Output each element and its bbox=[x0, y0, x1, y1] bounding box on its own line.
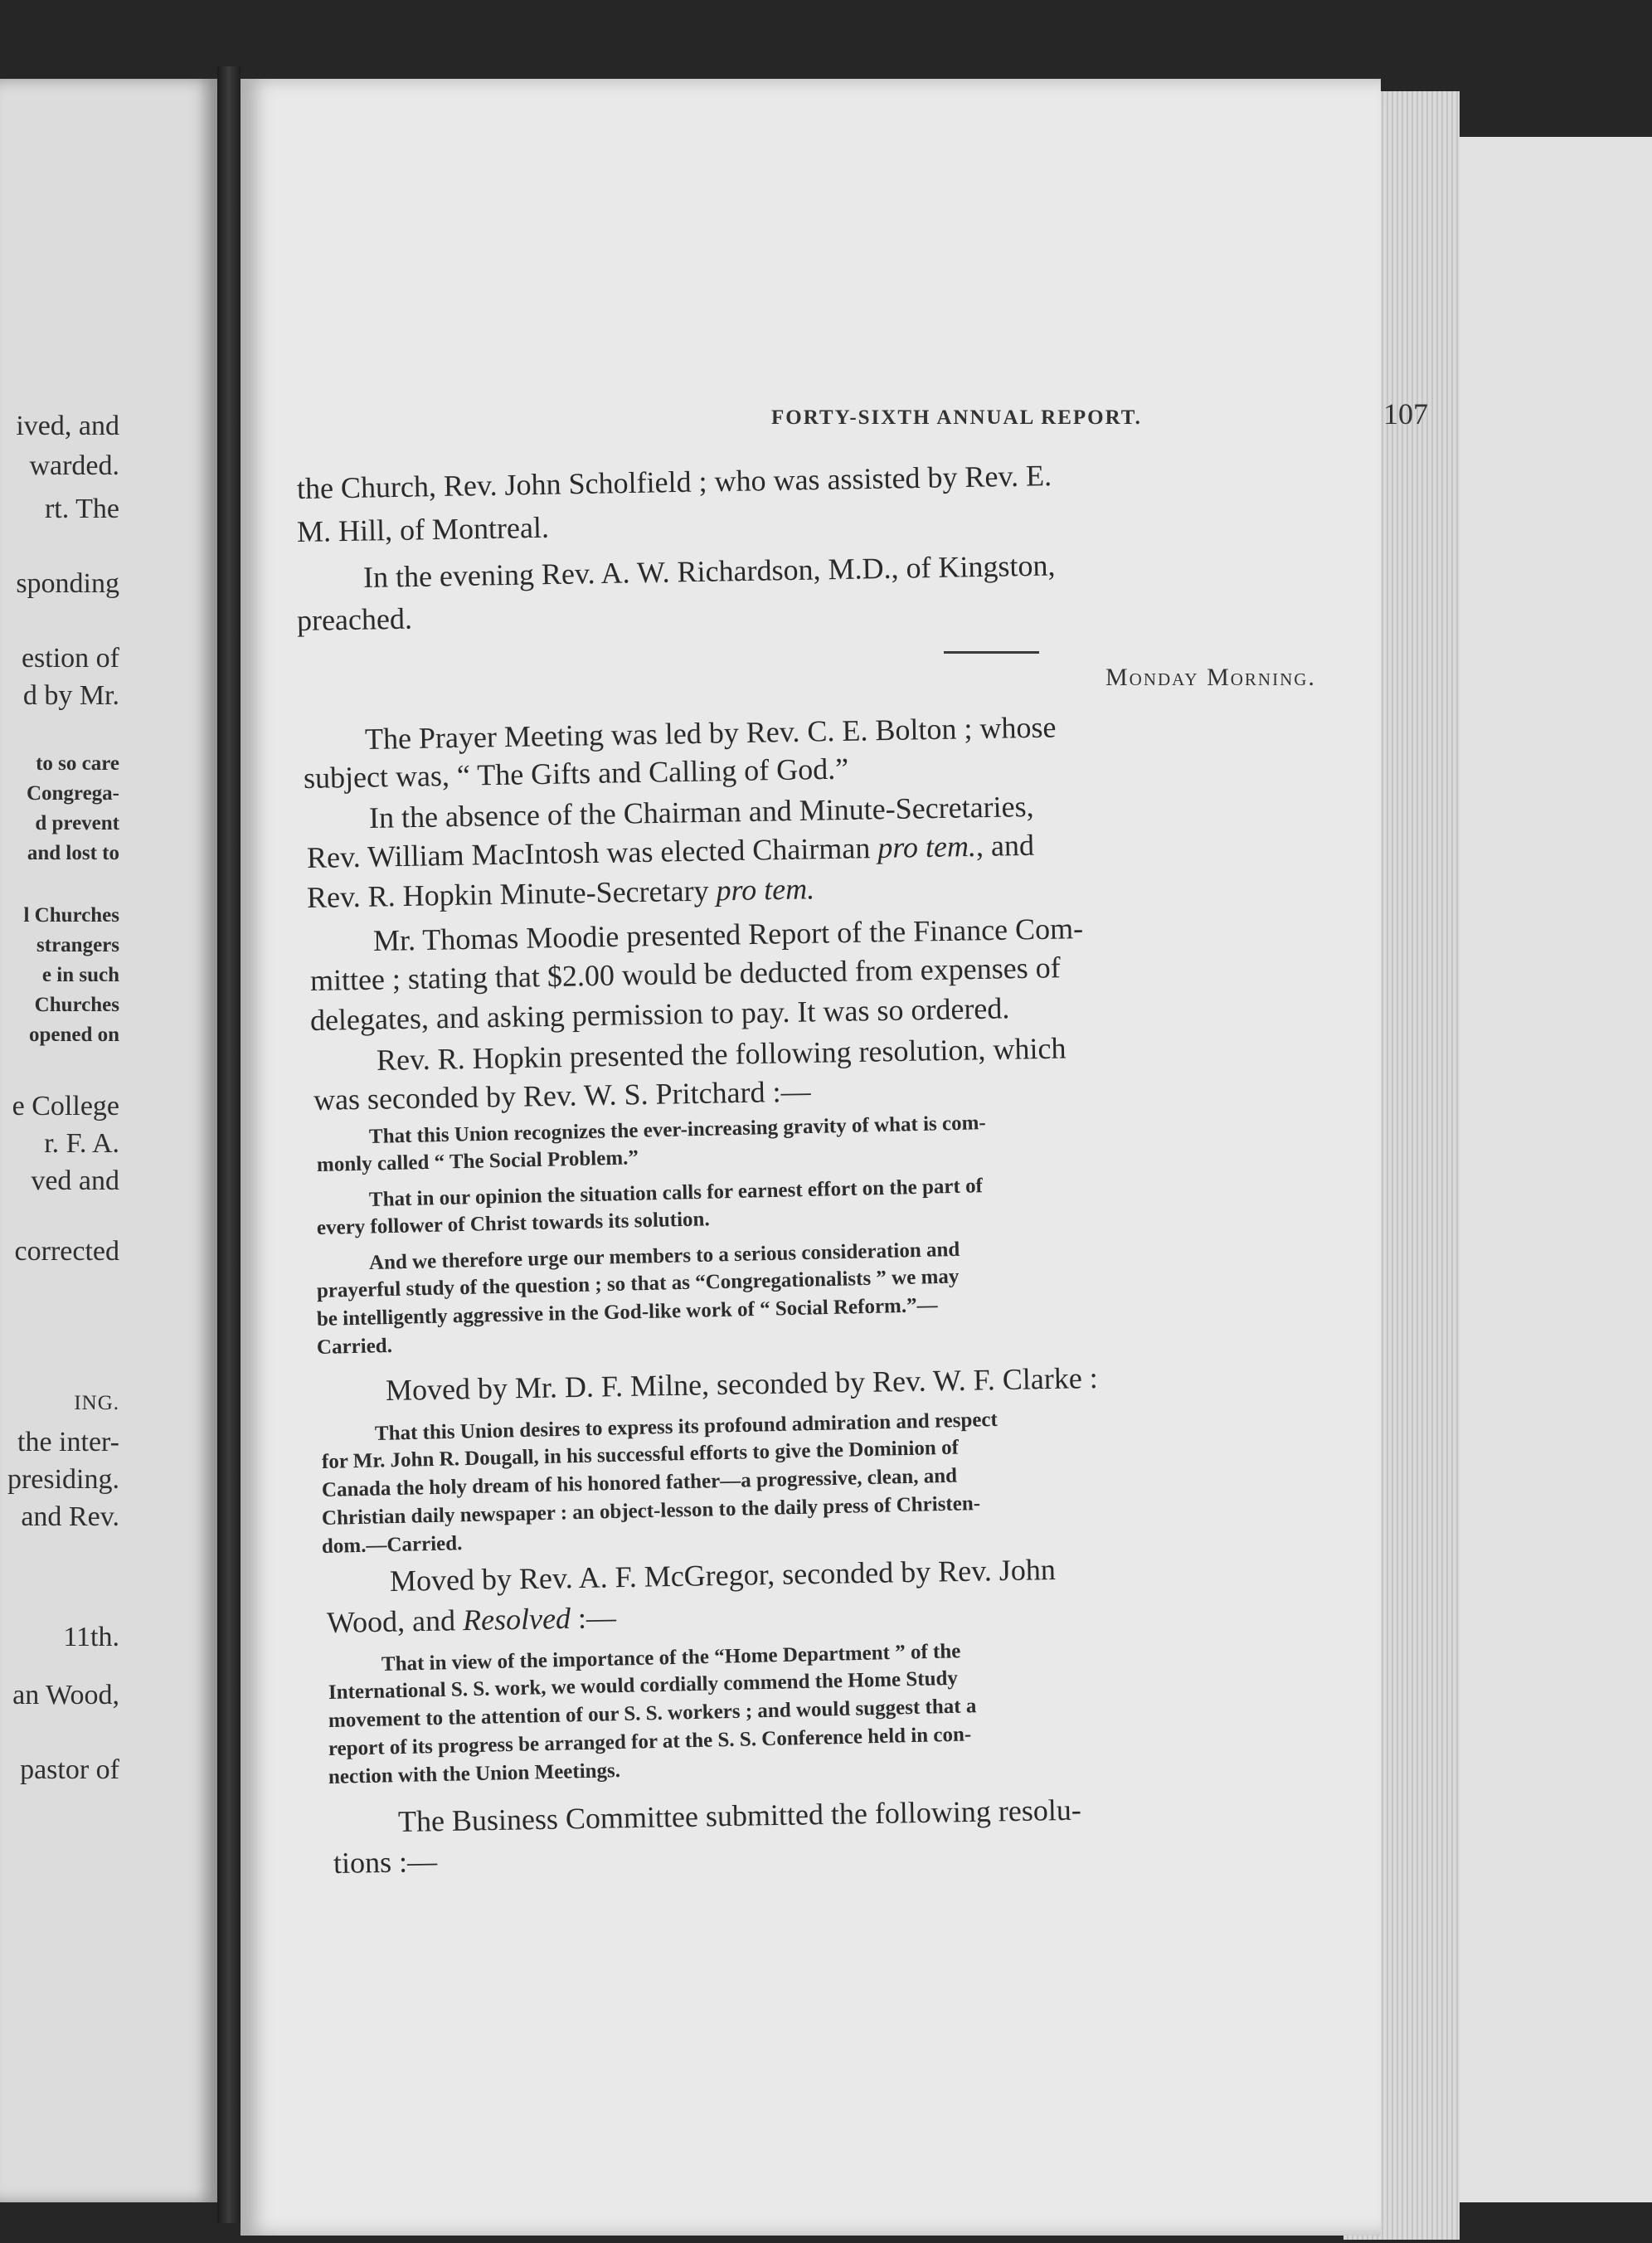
resolution-line: Canada the holy dream of his honored father—a progressive, clean, and bbox=[321, 1464, 958, 1501]
left-page-line: l Churches bbox=[23, 904, 119, 927]
body-line bbox=[307, 871, 815, 915]
resolution-line: International S. S. work, we would cordially commend the Home Study bbox=[328, 1666, 959, 1704]
body-line: In the absence of the Chairman and Minute-Secretaries, bbox=[368, 790, 1034, 834]
section-heading: Monday Morning. bbox=[1105, 664, 1316, 691]
motion-text-end: :— bbox=[570, 1600, 617, 1635]
body-line: delegates, and asking permission to pay. It was so ordered. bbox=[309, 991, 1010, 1037]
left-page-line: r. F. A. bbox=[44, 1128, 119, 1159]
main-page bbox=[241, 79, 1428, 2236]
resolution-line: report of its progress be arranged for at the S. S. Conference held in con- bbox=[328, 1723, 972, 1760]
resolution-line: That this Union recognizes the ever-increasing gravity of what is com- bbox=[368, 1112, 987, 1148]
body-line: Mr. Thomas Moodie presented Report of the Finance Com- bbox=[372, 912, 1084, 957]
resolution-line: every follower of Christ towards its solution. bbox=[316, 1208, 710, 1239]
left-page-line: ived, and bbox=[16, 411, 119, 441]
left-page-line: and Rev. bbox=[21, 1501, 119, 1532]
left-page-line: and lost to bbox=[27, 842, 119, 864]
left-page-line: d by Mr. bbox=[22, 680, 119, 711]
left-page-line: opened on bbox=[28, 1024, 119, 1046]
body-line: mittee ; stating that $2.00 would be deducted from expenses of bbox=[309, 951, 1061, 997]
resolution-line: That in view of the importance of the “Home Department ” of the bbox=[381, 1640, 961, 1676]
body-line: the Church, Rev. John Scholfield ; who was assisted by Rev. E. bbox=[296, 459, 1052, 505]
left-page-line: an Wood, bbox=[12, 1680, 119, 1710]
left-page-line: presiding. bbox=[7, 1464, 119, 1495]
body-line: preached. bbox=[296, 601, 413, 637]
left-page-line: sponding bbox=[16, 568, 119, 599]
left-page-line: estion of bbox=[21, 643, 119, 674]
body-line: tions :— bbox=[333, 1844, 438, 1880]
secretary-text: Rev. R. Hopkin Minute-Secretary bbox=[306, 873, 717, 914]
chairman-text: Rev. William MacIntosh was elected Chairman bbox=[306, 830, 878, 874]
body-line: The Business Committee submitted the following resolu- bbox=[397, 1793, 1082, 1838]
left-page-line: rt. The bbox=[44, 494, 119, 524]
chairman-text-end: , and bbox=[975, 828, 1035, 863]
page-number: 107 bbox=[1383, 397, 1428, 431]
resolution-line: nection with the Union Meetings. bbox=[328, 1759, 621, 1788]
resolved-italic: Resolved bbox=[462, 1601, 571, 1637]
left-page-line: Churches bbox=[34, 994, 119, 1016]
resolution-line: dom.—Carried. bbox=[321, 1532, 463, 1558]
motion-line bbox=[327, 1600, 617, 1640]
pro-tem-italic: pro tem. bbox=[716, 872, 815, 907]
resolution-line: for Mr. John R. Dougall, in his successful efforts to give the Dominion of bbox=[321, 1436, 960, 1473]
resolution-line: monly called “ The Social Problem.” bbox=[316, 1146, 639, 1176]
body-line bbox=[307, 828, 1035, 875]
body-line: M. Hill, of Montreal. bbox=[296, 510, 550, 548]
pro-tem-italic: pro tem. bbox=[877, 829, 977, 864]
left-page-line: ved and bbox=[31, 1165, 119, 1196]
left-page-line: ING. bbox=[74, 1392, 119, 1414]
motion-line: Moved by Rev. A. F. McGregor, seconded by Rev. John bbox=[389, 1552, 1057, 1598]
left-page-line: 11th. bbox=[63, 1622, 119, 1652]
left-page-line: warded. bbox=[29, 450, 119, 481]
left-page-line: pastor of bbox=[20, 1754, 119, 1785]
book-gutter bbox=[217, 66, 241, 2223]
body-line: subject was, “ The Gifts and Calling of God.” bbox=[303, 752, 849, 795]
left-page-line: d prevent bbox=[35, 812, 119, 834]
body-line: In the evening Rev. A. W. Richardson, M.D., of Kingston, bbox=[362, 548, 1056, 594]
resolution-line: prayerful study of the question ; so that as “Congregationalists ” we may bbox=[316, 1265, 960, 1302]
left-page-line: corrected bbox=[14, 1236, 119, 1267]
body-line: was seconded by Rev. W. S. Pritchard :— bbox=[313, 1074, 811, 1117]
resolution-line: Christian daily newspaper : an object-lesson to the daily press of Christen- bbox=[321, 1491, 981, 1530]
left-page bbox=[0, 79, 217, 2202]
left-page-line: e College bbox=[12, 1091, 119, 1122]
left-page-line: strangers bbox=[36, 934, 119, 956]
left-page-line: to so care bbox=[36, 752, 119, 775]
motion-text: Wood, and bbox=[326, 1603, 464, 1639]
motion-line: Moved by Mr. D. F. Milne, seconded by Rev. W. F. Clarke : bbox=[385, 1361, 1099, 1407]
resolution-line: be intelligently aggressive in the God-like work of “ Social Reform.”— bbox=[316, 1294, 938, 1331]
running-head: FORTY-SIXTH ANNUAL REPORT. bbox=[771, 406, 1142, 429]
resolution-line: That this Union desires to express its profound admiration and respect bbox=[374, 1408, 998, 1445]
section-rule bbox=[944, 651, 1039, 654]
left-page-line: the inter- bbox=[17, 1427, 119, 1457]
resolution-line: And we therefore urge our members to a serious consideration and bbox=[368, 1238, 960, 1274]
body-line: Rev. R. Hopkin presented the following resolution, which bbox=[376, 1031, 1067, 1077]
left-page-line: Congrega- bbox=[26, 782, 119, 805]
resolution-line: That in our opinion the situation calls for earnest effort on the part of bbox=[368, 1175, 984, 1211]
resolution-line: Carried. bbox=[316, 1334, 393, 1359]
body-line: The Prayer Meeting was led by Rev. C. E. Bolton ; whose bbox=[364, 710, 1057, 756]
resolution-line: movement to the attention of our S. S. workers ; and would suggest that a bbox=[328, 1695, 977, 1732]
left-page-line: e in such bbox=[41, 964, 119, 986]
